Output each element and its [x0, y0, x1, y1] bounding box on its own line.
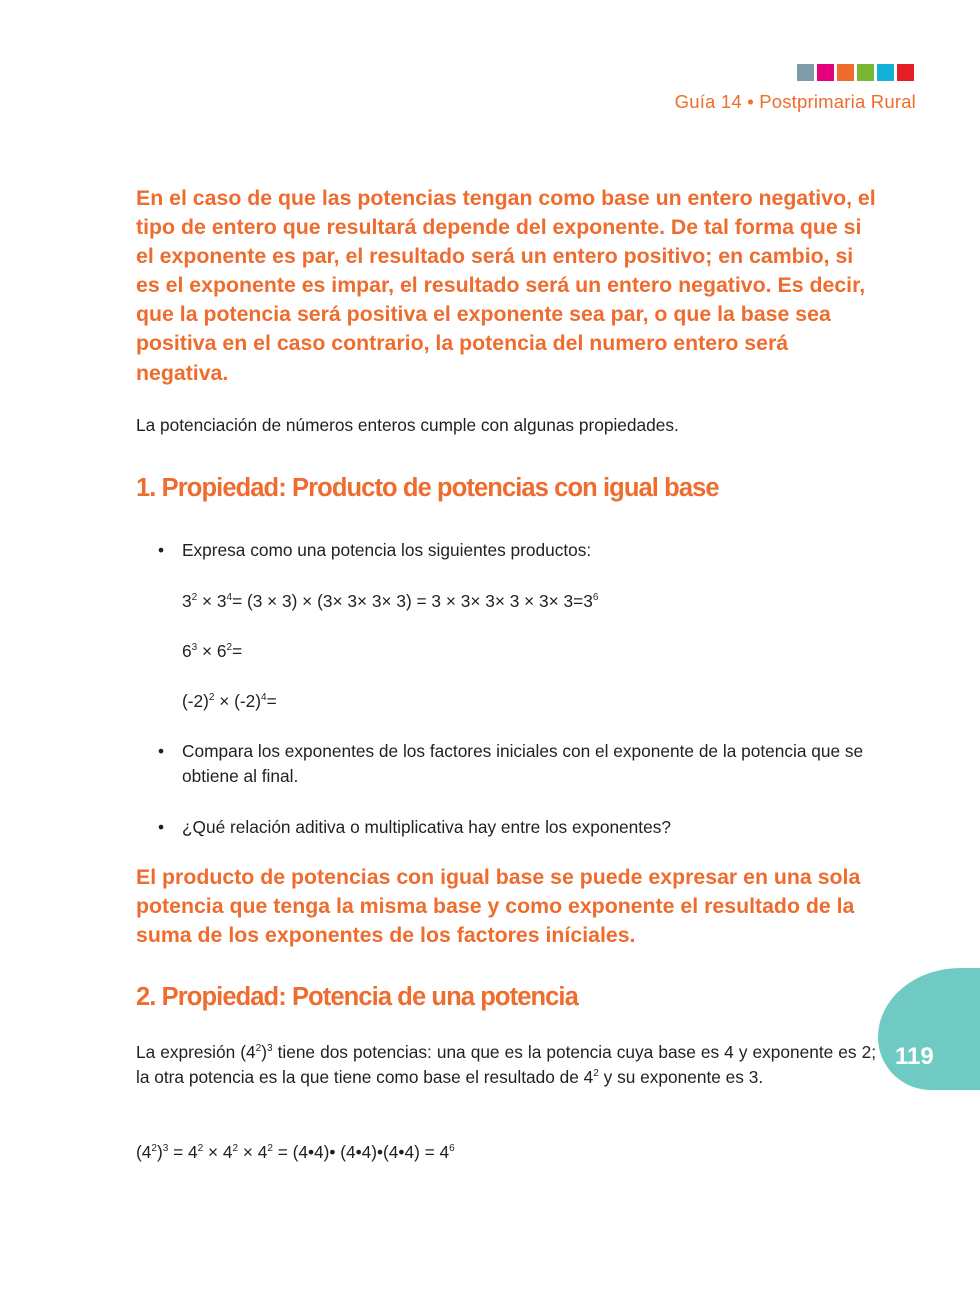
- math-expression: $(4^2)^3 = 4^2 \times 4^2 \times 4^2$ = (4•4)• (4•4)•(4•4) = $4^6$: [136, 1142, 455, 1162]
- color-square: [837, 64, 854, 81]
- bullet-icon: •: [158, 817, 165, 837]
- bullet-text: Compara los exponentes de los factores iniciales con el exponente de la potencia que se obtiene al final.: [182, 741, 864, 786]
- bullet-text: ¿Qué relación aditiva o multiplicativa hay entre los exponentes?: [182, 817, 671, 837]
- summary-paragraph: El producto de potencias con igual base se puede expresar en una sola potencia que tenga la misma base y como exponente el resultado de la suma de los exponentes de los factores iníciales.: [136, 865, 861, 948]
- running-header: Guía 14 • Postprimaria Rural: [674, 91, 916, 112]
- intro-line: La potenciación de números enteros cumple con algunas propiedades.: [136, 415, 679, 435]
- color-square: [797, 64, 814, 81]
- bullet-icon: •: [158, 741, 165, 761]
- bullet-item: [158, 538, 878, 563]
- color-square: [897, 64, 914, 81]
- color-square: [877, 64, 894, 81]
- page-number: 119: [895, 1043, 934, 1070]
- bullet-item: [158, 739, 878, 789]
- math-expression: $3^2 \times 3^4= (3 \times 3) \times (3\times 3\times 3\times 3) = 3 \times 3\times 3\times 3 \times 3\times 3=3^6$: [182, 591, 599, 611]
- expression-paragraph: La expresión $(4^2)^3$ tiene dos potencias: una que es la potencia cuya base es 4 y exponente es 2; la otra potencia es la que tiene como base el resultado de $4^2$ y su exponente es 3.: [136, 1042, 876, 1087]
- intro-paragraph: En el caso de que las potencias tengan como base un entero negativo, el tipo de entero que resultará depende del exponente. De tal forma que si el exponente es par, el resultado será un entero positivo; en cambio, si es el exponente es impar, el resultado será un entero negativo. Es decir, que la potencia será positiva el exponente sea par, o que la base sea positiva en el caso contrario, la potencia del numero entero será negativa.: [136, 186, 876, 385]
- section1-heading: 1. Propiedad: Producto de potencias con igual base: [136, 474, 719, 502]
- color-square: [817, 64, 834, 81]
- bullet-item: [158, 815, 878, 840]
- page-number-badge: [878, 968, 980, 1090]
- bullet-text: Expresa como una potencia los siguientes productos:: [182, 540, 592, 560]
- math-expression: $(-2)^2 \times (-2)^4=$: [182, 691, 277, 711]
- color-square: [857, 64, 874, 81]
- bullet-icon: •: [158, 540, 165, 560]
- color-squares: [797, 64, 914, 81]
- section2-heading: 2. Propiedad: Potencia de una potencia: [136, 983, 578, 1011]
- math-expression: $6^3 \times 6^2=$: [182, 641, 243, 661]
